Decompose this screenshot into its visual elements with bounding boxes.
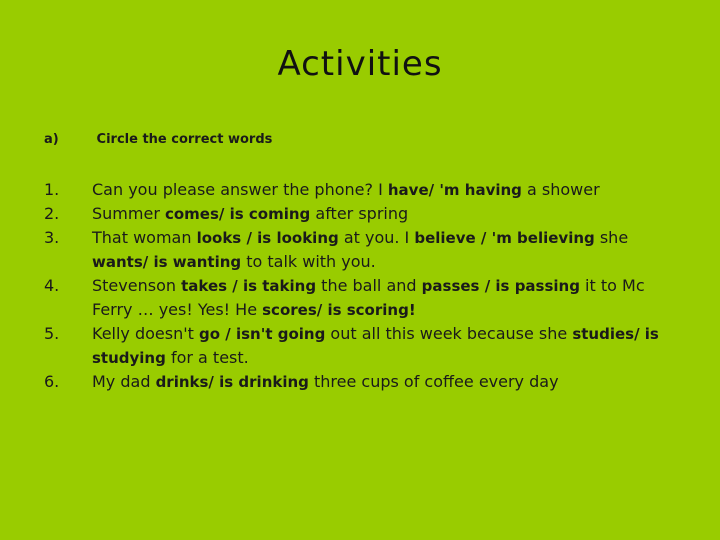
sentence-fragment: for a test. xyxy=(165,348,249,367)
item-sentence xyxy=(92,370,684,394)
item-number: 6. xyxy=(44,372,60,391)
sentence-fragment: Stevenson xyxy=(92,276,182,295)
item-number: 5. xyxy=(44,324,60,343)
item-sentence xyxy=(92,202,684,226)
answer-choice[interactable]: believe / 'm believing xyxy=(414,229,595,247)
section-heading xyxy=(44,132,684,147)
item-number: 1. xyxy=(44,180,60,199)
item-sentence xyxy=(92,274,684,322)
item-sentence xyxy=(92,178,684,202)
answer-choice[interactable]: go / isn't going xyxy=(199,325,326,343)
exercise-item xyxy=(44,226,684,274)
item-number: 4. xyxy=(44,276,60,295)
sentence-fragment: three cups of coffee every day xyxy=(308,372,559,391)
section-instruction: Circle the correct words xyxy=(96,132,273,147)
sentence-fragment: out all this week because she xyxy=(325,324,573,343)
sentence-fragment: to talk with you. xyxy=(241,252,376,271)
answer-choice[interactable]: have/ 'm having xyxy=(387,181,522,199)
sentence-fragment: it to Mc Ferry … yes! Yes! He xyxy=(92,276,645,319)
exercise-list xyxy=(44,178,684,394)
answer-choice[interactable]: studies/ is studying xyxy=(92,325,659,367)
item-sentence xyxy=(92,226,684,274)
sentence-fragment: Summer xyxy=(92,204,165,223)
sentence-fragment: after spring xyxy=(310,204,409,223)
answer-choice[interactable]: drinks/ is drinking xyxy=(155,373,309,391)
sentence-fragment: the ball and xyxy=(316,276,422,295)
item-sentence xyxy=(92,322,684,370)
answer-choice[interactable]: comes/ is coming xyxy=(164,205,311,223)
sentence-fragment: Can you please answer the phone? I xyxy=(92,180,388,199)
answer-choice[interactable]: scores/ is scoring! xyxy=(262,301,416,319)
exercise-item xyxy=(44,370,684,394)
slide-title: Activities xyxy=(277,44,443,84)
sentence-fragment: Kelly doesn't xyxy=(92,324,200,343)
answer-choice[interactable]: takes / is taking xyxy=(181,277,317,295)
sentence-fragment: a shower xyxy=(521,180,600,199)
section-marker: a) xyxy=(44,132,59,147)
exercise-item xyxy=(44,322,684,370)
exercise-item xyxy=(44,202,684,226)
exercise-item xyxy=(44,274,684,322)
sentence-fragment: My dad xyxy=(92,372,156,391)
item-number: 3. xyxy=(44,228,60,247)
sentence-fragment: That woman xyxy=(92,228,197,247)
item-number: 2. xyxy=(44,204,60,223)
sentence-fragment: at you. I xyxy=(338,228,415,247)
sentence-fragment: she xyxy=(594,228,629,247)
answer-choice[interactable]: passes / is passing xyxy=(421,277,580,295)
exercise-item xyxy=(44,178,684,202)
answer-choice[interactable]: wants/ is wanting xyxy=(92,253,242,271)
answer-choice[interactable]: looks / is looking xyxy=(196,229,339,247)
